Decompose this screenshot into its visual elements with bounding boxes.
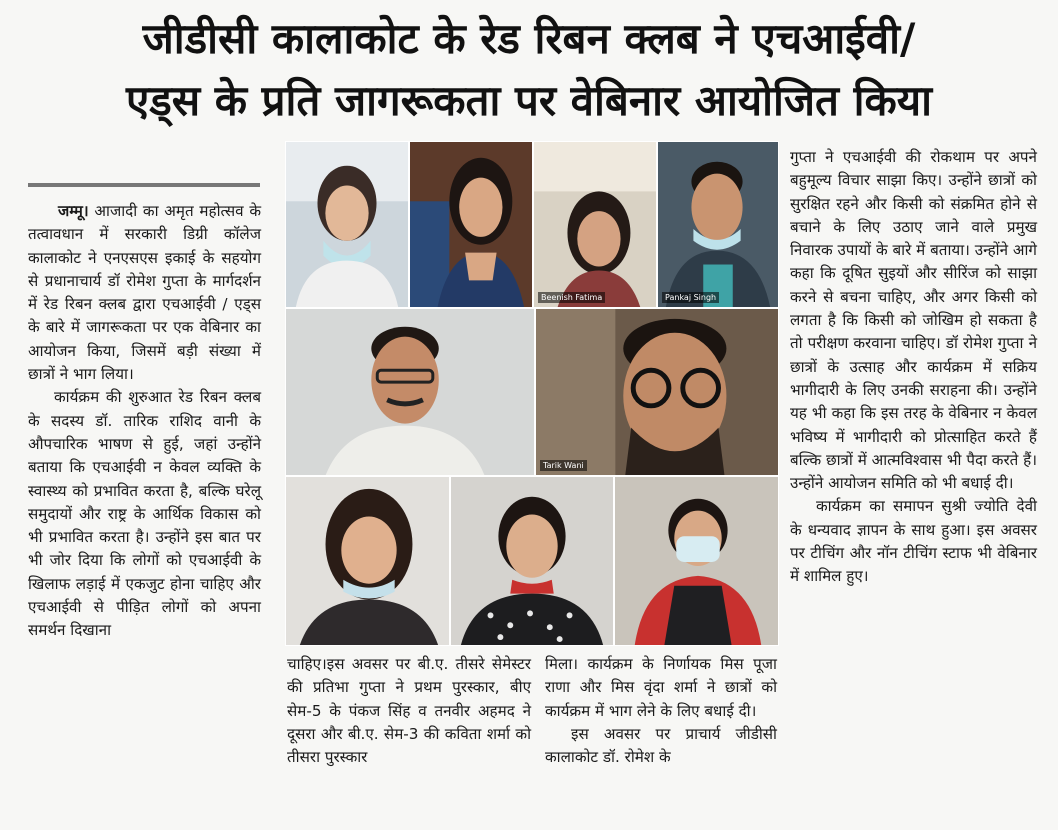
column-rule xyxy=(28,183,260,187)
dateline-place: जम्मू। xyxy=(58,202,89,220)
participant-photo-2 xyxy=(409,141,533,308)
principal-photo xyxy=(285,308,535,476)
headline-line-2: एड्स के प्रति जागरूकता पर वेबिनार आयोजित किया xyxy=(126,76,932,125)
article-column-2 xyxy=(287,653,531,769)
article-column-3 xyxy=(545,653,777,769)
paragraph-principal-views: गुप्ता ने एचआईवी की रोकथाम पर अपने बहुमूल्य विचार साझा किए। उन्होंने छात्रों को सुरक्षित रहने और किसी को संक्रमित होने से बचाने के लिए उठाए जाने वाले प्रमुख निवारक उपायों के बारे में बताया। उन्होंने आगे कहा कि दूषित सुइयों और सीरिंज को साझा करने से बचना चाहिए, और अगर किसी को लगता है कि किसी को जोखिम हो सकता है तो परीक्षण करवाना चाहिए। डॉ रोमेश गुप्ता ने छात्रों के उत्साह और कार्यक्रम में सक्रिय भागीदारी के लिए उनकी सराहना की। उन्होंने यह भी कहा कि इस तरह के वेबिनार न केवल भविष्य में भागीदारी को प्रोत्साहित करते हैं बल्कि छात्रों में आत्मविश्वास भी पैदा करते हैं। उन्होंने आयोजन समिति को भी बधाई दी। xyxy=(790,148,1037,493)
paragraph-principal: इस अवसर पर प्राचार्य जीडीसी कालाकोट डॉ. रोमेश के xyxy=(545,724,777,767)
participant-photo-1 xyxy=(285,141,409,308)
participant-photo-7 xyxy=(285,476,450,646)
participant-photo-3 xyxy=(533,141,657,308)
headline-line-1: जीडीसी कालाकोट के रेड रिबन क्लब ने एचआईवी/ xyxy=(142,14,916,63)
nametag-6: Tarik Wani xyxy=(540,460,587,471)
nametag-3: Beenish Fatima xyxy=(538,292,605,303)
paragraph-intro xyxy=(28,200,261,386)
participant-photo-4 xyxy=(657,141,779,308)
participant-photo-8 xyxy=(450,476,614,646)
article-column-1 xyxy=(28,200,261,643)
paragraph-prizes: चाहिए।इस अवसर पर बी.ए. तीसरे सेमेस्टर की प्रतिभा गुप्ता ने प्रथम पुरस्कार, बीए सेम-5 के पंकज सिंह व तनवीर अहमद ने दूसरा और बी.ए. सेम-3 की कविता शर्मा को तीसरा पुरस्कार xyxy=(287,655,531,767)
speaker-photo xyxy=(535,308,779,476)
paragraph-judges: मिला। कार्यक्रम के निर्णायक मिस पूजा राणा और मिस वृंदा शर्मा ने छात्रों को कार्यक्रम में भाग लेने के लिए बधाई दी। xyxy=(545,655,777,720)
paragraph-intro-text: आजादी का अमृत महोत्सव के तत्वावधान में सरकारी डिग्री कॉलेज कालाकोट ने एनएसएस इकाई के सहयोग से प्रधानाचार्य डॉ रोमेश गुप्ता के मार्गदर्शन में रेड रिबन क्लब द्वारा एचआईवी / एड्स के बारे में जागरूकता पर एक वेबिनार का आयोजन किया, जिसमें बड़ी संख्या में छात्रों ने भाग लिया। xyxy=(28,202,261,384)
paragraph-2: कार्यक्रम की शुरुआत रेड रिबन क्लब के सदस्य डॉ. तारिक राशिद वानी के औपचारिक भाषण से हुई, जहां उन्होंने बताया कि एचआईवी न केवल व्यक्ति के स्वास्थ्य को प्रभावित करता है, बल्कि घरेलू समुदायों और राष्ट्र के आर्थिक विकास को भी प्रभावित करता है। उन्होंने इस बात पर भी जोर दिया कि लोगों को एचआईवी के खिलाफ लड़ाई में एकजुट होना चाहिए और एचआईवी से पीड़ित लोगों को अपना समर्थन दिखाना xyxy=(28,388,261,640)
article-column-4 xyxy=(790,146,1037,589)
paragraph-closing: कार्यक्रम का समापन सुश्री ज्योति देवी के धन्यवाद ज्ञापन के साथ हुआ। इस अवसर पर टीचिंग और नॉन टीचिंग स्टाफ भी वेबिनार में शामिल हुए। xyxy=(790,497,1037,586)
webinar-photo-collage xyxy=(285,141,779,646)
participant-photo-9 xyxy=(614,476,779,646)
nametag-4: Pankaj Singh xyxy=(662,292,719,303)
headline xyxy=(20,8,1038,132)
